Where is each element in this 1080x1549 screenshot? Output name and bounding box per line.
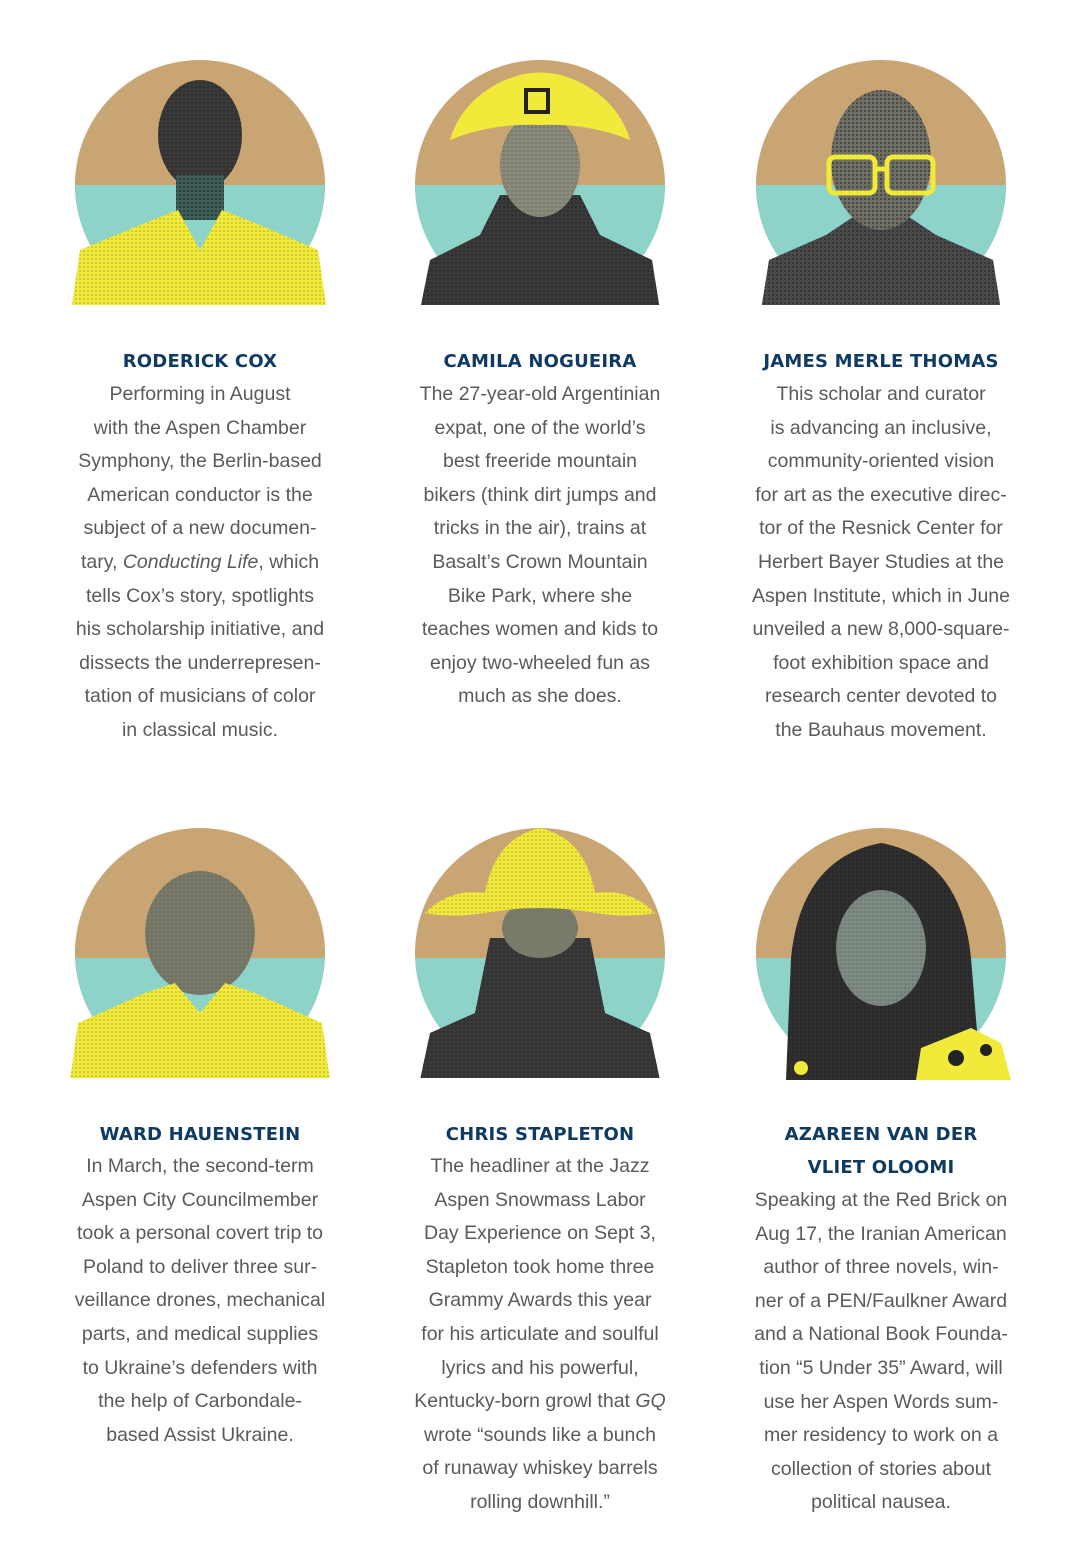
profile-name: RODERICK COX [122,351,278,372]
profile-bio: The 27-year-old Argentinian expat, one of the world’s best freeride mountain bikers (think dirt jumps and tricks in the air), trains at Basalt’s Crown Mountain Bike Park, where she teaches women and kids to enjoy two-wheeled fun as much as she does. [419,383,661,708]
profile-bio: The headliner at the Jazz Aspen Snowmass Labor Day Experience on Sept 3, Stapleton took home three Grammy Awards this year for his articulate and soulful lyrics and his powerful, Kentucky-born growl that GQ wrote “sounds like a bunch of runaway whiskey barrels rolling downhill.” [414,1155,666,1513]
profile-bio: Speaking at the Red Brick on Aug 17, the Iranian American author of three novels, win- ner of a PEN/Faulkner Award and a National Book Founda- tion “5 Under 35” Award, will use her Aspen Words sum- mer residency to work on a collection of stories about political nausea. [754,1189,1008,1514]
portrait-man-cowboy-hat [390,818,690,1078]
profile-name: AZAREEN VAN DER VLIET OLOOMI [784,1124,978,1178]
profile-bio: Performing in August with the Aspen Chamber Symphony, the Berlin-based American conductor is the subject of a new documen- tary, Conducting Life, which tells Cox’s story, spotlights his scholarship initiative, and dissects the underrepresen- tation of musicians of color in classical music. [75,383,325,741]
profile-azareen-van-der-vliet-oloomi [731,818,1031,1518]
portrait-man-yellow-shirt [50,45,350,305]
portrait-woman-yellow-hat [390,45,690,305]
profile-name: CHRIS STAPLETON [445,1124,635,1145]
profile-camila-nogueira [390,45,690,755]
profile-name: JAMES MERLE THOMAS [763,351,999,372]
portrait-man-yellow-polo [50,818,350,1078]
profile-name: WARD HAUENSTEIN [99,1124,301,1145]
profile-bio: In March, the second-term Aspen City Councilmember took a personal covert trip to Poland to deliver three sur- veillance drones, mechanical parts, and medical supplies to Ukraine’s defenders with the help of Carbondale- based Assist Ukraine. [74,1155,326,1446]
profile-chris-stapleton [390,818,690,1518]
portrait-man-yellow-glasses [731,45,1031,305]
profile-ward-hauenstein [50,818,350,1518]
profile-james-merle-thomas [731,45,1031,755]
profile-name: CAMILA NOGUEIRA [443,351,637,372]
portrait-woman-dark-hair [731,818,1031,1078]
profile-bio: This scholar and curator is advancing an inclusive, community-oriented vision for art as the executive direc- tor of the Resnick Center for Herbert Bayer Studies at the Aspen Institute, which in June unveiled a new 8,000-square- foot exhibition space and research center devoted to the Bauhaus movement. [752,383,1010,741]
profile-roderick-cox [50,45,350,755]
